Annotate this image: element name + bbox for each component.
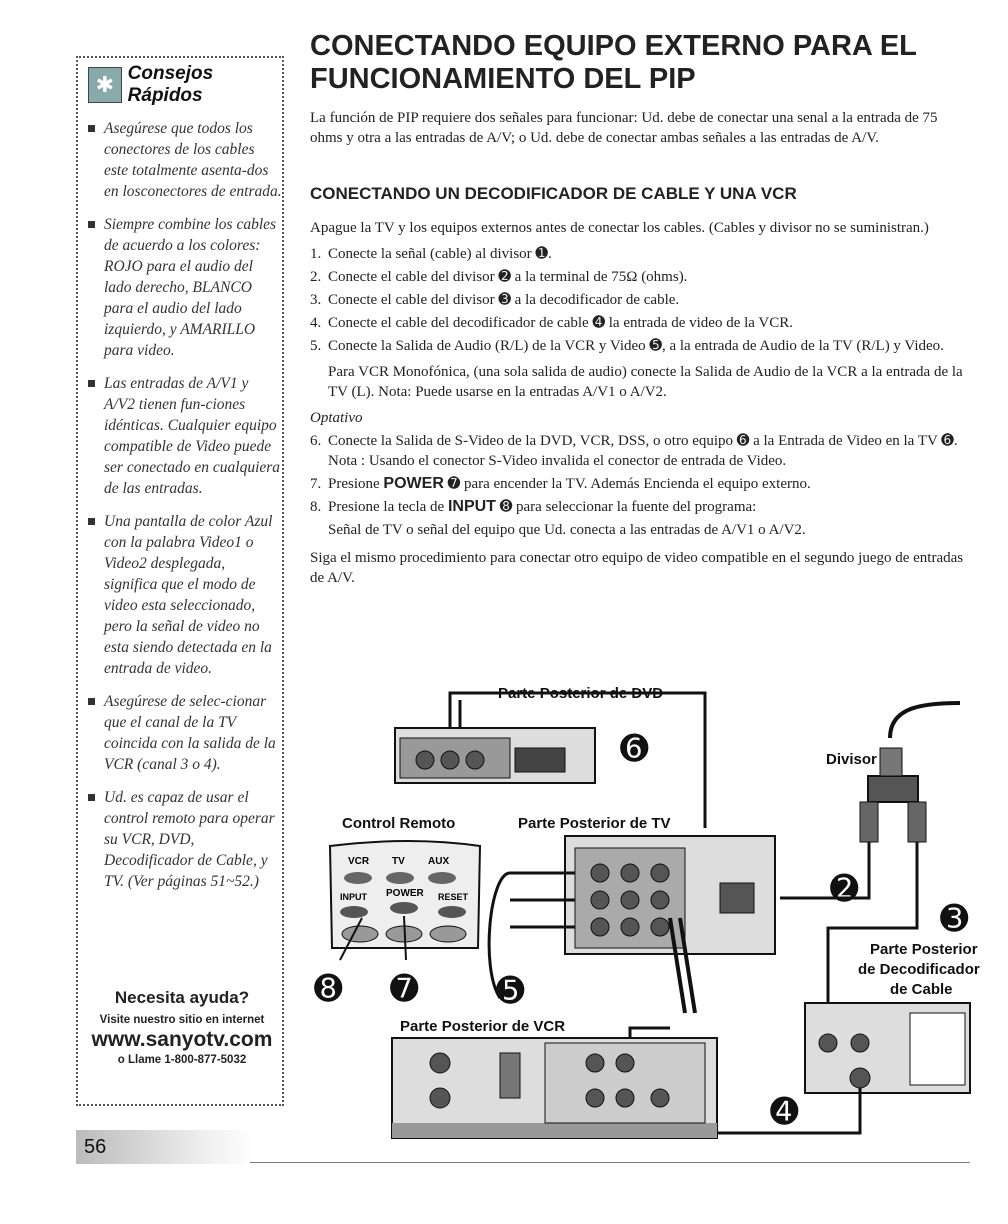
remote-tv-label: TV bbox=[392, 856, 405, 867]
step-number: 3. bbox=[310, 292, 322, 308]
remote-control bbox=[330, 841, 480, 960]
remote-tv-button[interactable] bbox=[386, 872, 414, 884]
tips-title: Consejos Rápidos bbox=[127, 63, 214, 106]
page-title: CONECTANDO EQUIPO EXTERNO PARA EL FUNCIONAMIENTO DEL PIP bbox=[310, 30, 917, 95]
step-number: 8. bbox=[310, 499, 322, 515]
decoder-label-3: de Cable bbox=[890, 981, 953, 998]
remote-input-label: INPUT bbox=[340, 892, 367, 902]
step-number: 4. bbox=[310, 315, 322, 331]
marker-2: ➋ bbox=[830, 869, 859, 909]
tip-item: Asegúrese que todos los conectores de los cables este totalmente asenta-dos en losconectores de entrada. bbox=[82, 118, 282, 202]
step-8 bbox=[310, 497, 970, 517]
remote-aux-button[interactable] bbox=[428, 872, 456, 884]
page-number: 56 bbox=[76, 1130, 256, 1164]
dvd-label: Parte Posterior de DVD bbox=[498, 685, 664, 702]
tip-item: Ud. es capaz de usar el control remoto para operar su VCR, DVD, Decodificador de Cable, y TV. (Ver páginas 51~52.) bbox=[82, 787, 282, 892]
mono-note: Para VCR Monofónica, (una sola salida de audio) conecte la Salida de Audio de la VCR a la entrada de la TV (L). Nota: Puede usarse en la entradas A/V1 o A/V2. bbox=[328, 364, 963, 400]
tv-rear-panel bbox=[489, 836, 775, 1013]
connection-diagram bbox=[300, 668, 980, 1148]
remote-input-button[interactable] bbox=[340, 906, 368, 918]
step-6 bbox=[310, 431, 970, 471]
lightbulb-icon: ✱ bbox=[88, 67, 122, 103]
dvd-unit bbox=[395, 693, 705, 828]
decoder-label-2: de Decodificador bbox=[858, 961, 980, 978]
remote-label: Control Remoto bbox=[342, 815, 456, 832]
instructions bbox=[310, 218, 970, 594]
tip-item: Una pantalla de color Azul con la palabra Video1 o Video2 desplegada, significa que el modo de video esta seleccionado, pero la señal de video no esta siendo detectada en la entrada de video. bbox=[82, 511, 282, 679]
marker-6: ➏ bbox=[620, 729, 649, 769]
input-key-label: INPUT bbox=[447, 498, 496, 515]
lead-paragraph: Apague la TV y los equipos externos antes de conectar los cables. (Cables y divisor no se suministran.) bbox=[310, 220, 929, 236]
help-phone: o Llame 1-800-877-5032 bbox=[117, 1054, 247, 1066]
quick-tips-sidebar bbox=[76, 56, 284, 1106]
section-subtitle: CONECTANDO UN DECODIFICADOR DE CABLE Y UNA VCR bbox=[310, 184, 797, 203]
step-number: 5. bbox=[310, 338, 322, 354]
remote-vcr-button[interactable] bbox=[344, 872, 372, 884]
marker-4: ➍ bbox=[770, 1092, 799, 1132]
power-key-label: POWER bbox=[383, 475, 444, 492]
step-text-pre: Presione la tecla de bbox=[328, 499, 445, 515]
marker-3: ➌ bbox=[940, 899, 969, 939]
help-visit-text: Visite nuestro sitio en internet bbox=[99, 1014, 265, 1026]
intro-paragraph: La función de PIP requiere dos señales para funcionar: Ud. debe de conectar una senal a la entrada de 75 ohms y otra a las entradas de A/V; o Ud. debe de conectar ambas señales a las entradas de A/V. bbox=[310, 110, 938, 146]
step-text-pre: Presione bbox=[328, 476, 380, 492]
closing-paragraph: Siga el mismo procedimiento para conectar otro equipo de video compatible en el segundo juego de entradas de A/V. bbox=[310, 550, 964, 586]
tips-header bbox=[88, 63, 282, 106]
step-text: Conecte el cable del decodificador de cable ➍ la entrada de video de la VCR. bbox=[328, 315, 794, 331]
step-7 bbox=[310, 474, 970, 494]
remote-reset-label: RESET bbox=[438, 892, 469, 902]
step-text: Conecte el cable del divisor ➌ a la decodificador de cable. bbox=[328, 292, 680, 308]
step-text: Conecte la Salida de Audio (R/L) de la VCR y Video ➎, a la entrada de Audio de la TV (R/L) y Video. bbox=[328, 338, 944, 354]
tips-list bbox=[82, 118, 282, 904]
step-text: Conecte la señal (cable) al divisor ➊. bbox=[328, 246, 552, 262]
tip-item: Las entradas de A/V1 y A/V2 tienen fun-ciones idénticas. Cualquier equipo compatible de Video puede ser conectado en cualquiera de las entradas. bbox=[82, 373, 282, 499]
help-title: Necesita ayuda? bbox=[114, 988, 250, 1007]
step-text-post: ➑ para seleccionar la fuente del programa: bbox=[499, 499, 757, 515]
step-text: Conecte el cable del divisor ➋ a la terminal de 75Ω (ohms). bbox=[328, 269, 688, 285]
tip-item: Asegúrese de selec-cionar que el canal de la TV coincida con la salida de la VCR (canal 3 o 4). bbox=[82, 691, 282, 775]
step-4 bbox=[310, 313, 970, 333]
help-box bbox=[78, 988, 286, 1066]
optional-label: Optativo bbox=[310, 410, 363, 426]
step-8-detail: Señal de TV o señal del equipo que Ud. conecta a las entradas de A/V1 o A/V2. bbox=[328, 522, 806, 538]
step-text: Conecte la Salida de S-Video de la DVD, VCR, DSS, o otro equipo ➏ a la Entrada de Video en la TV ➏. Nota : Usando el conector S-Video invalida el conector de entrada de Video. bbox=[328, 433, 958, 469]
tv-label: Parte Posterior de TV bbox=[518, 815, 671, 832]
step-text-post: ➐ para encender la TV. Además Encienda el equipo externo. bbox=[447, 476, 811, 492]
step-3 bbox=[310, 290, 970, 310]
remote-vcr-label: VCR bbox=[348, 856, 370, 867]
step-1 bbox=[310, 244, 970, 264]
remote-power-button[interactable] bbox=[390, 902, 418, 914]
remote-reset-button[interactable] bbox=[438, 906, 466, 918]
vcr-rear-panel bbox=[392, 1038, 717, 1138]
decoder-label-1: Parte Posterior bbox=[870, 941, 978, 958]
marker-7: ➐ bbox=[390, 969, 419, 1009]
step-number: 6. bbox=[310, 433, 322, 449]
step-5 bbox=[310, 336, 970, 356]
step-number: 7. bbox=[310, 476, 322, 492]
marker-5: ➎ bbox=[496, 971, 525, 1011]
divisor-label: Divisor bbox=[826, 751, 877, 768]
remote-power-label: POWER bbox=[386, 888, 424, 899]
step-number: 2. bbox=[310, 269, 322, 285]
marker-8: ➑ bbox=[314, 969, 343, 1009]
step-2 bbox=[310, 267, 970, 287]
bottom-divider bbox=[250, 1162, 970, 1163]
remote-aux-label: AUX bbox=[428, 856, 450, 867]
step-number: 1. bbox=[310, 246, 322, 262]
help-url-link[interactable]: www.sanyotv.com bbox=[91, 1028, 273, 1051]
tip-item: Siempre combine los cables de acuerdo a los colores: ROJO para el audio del lado derecho, BLANCO para el audio del lado izquierdo, y AMARILLO para video. bbox=[82, 214, 282, 361]
vcr-label: Parte Posterior de VCR bbox=[400, 1018, 566, 1035]
